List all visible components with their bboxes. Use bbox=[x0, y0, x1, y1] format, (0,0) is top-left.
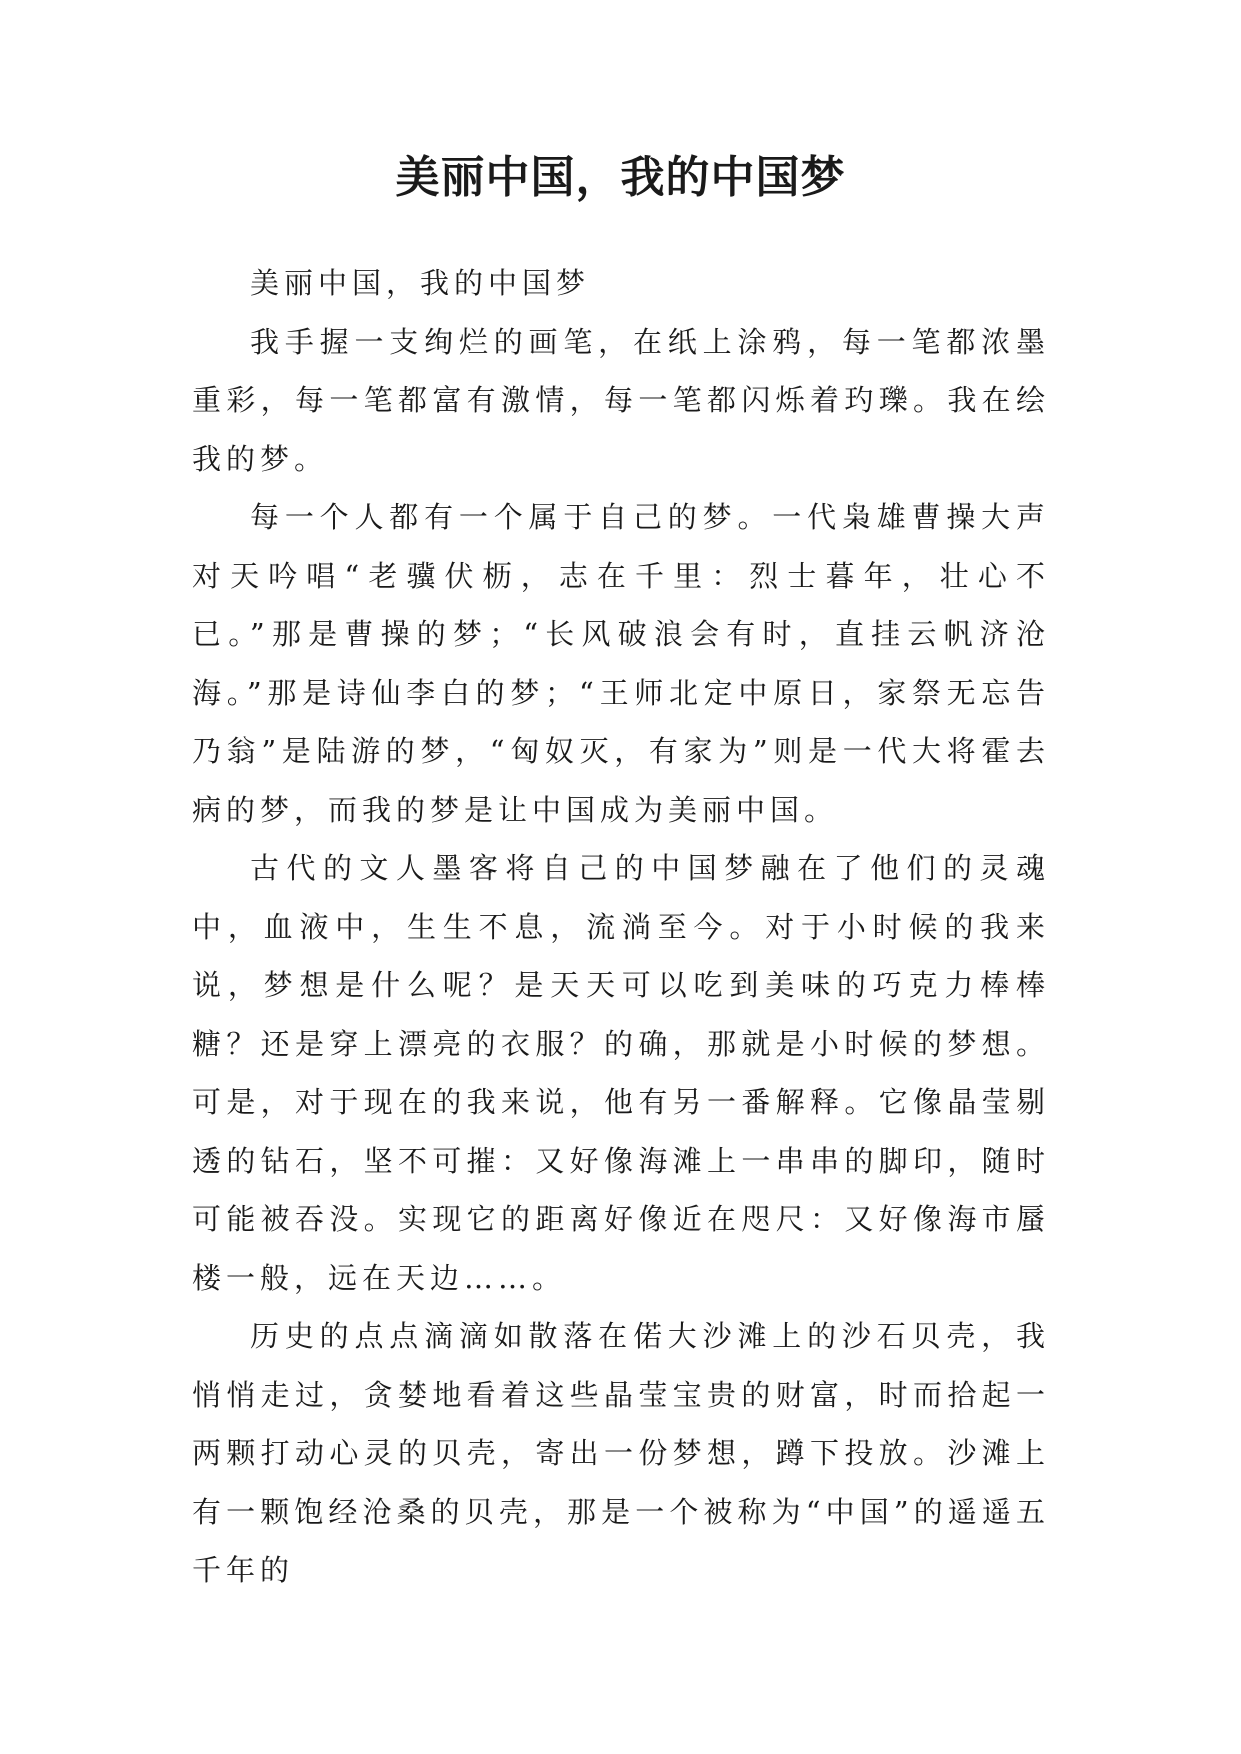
paragraph: 历史的点点滴滴如散落在偌大沙滩上的沙石贝壳，我悄悄走过，贪婪地看着这些晶莹宝贵的财富，时而拾起一两颗打动心灵的贝壳，寄出一份梦想，蹲下投放。沙滩上有一颗饱经沧桑的贝壳，那是一个被称为“中国”的遥遥五千年的 bbox=[192, 1319, 1050, 1587]
paragraph: 每一个人都有一个属于自己的梦。一代枭雄曹操大声对天吟唱“老骥伏枥，志在千里：烈士暮年，壮心不已。”那是曹操的梦；“长风破浪会有时，直挂云帆济沧海。”那是诗仙李白的梦；“王师北定中原日，家祭无忘告乃翁”是陆游的梦，“匈奴灭，有家为”则是一代大将霍去病的梦，而我的梦是让中国成为美丽中国。 bbox=[192, 500, 1050, 827]
paragraph: 美丽中国，我的中国梦 bbox=[250, 266, 591, 300]
document-body bbox=[192, 254, 1050, 1600]
paragraph: 古代的文人墨客将自己的中国梦融在了他们的灵魂中，血液中，生生不息，流淌至今。对于小时候的我来说，梦想是什么呢？是天天可以吃到美味的巧克力棒棒糖？还是穿上漂亮的衣服？的确，那就是小时候的梦想。可是，对于现在的我来说，他有另一番解释。它像晶莹剔透的钻石，坚不可摧：又好像海滩上一串串的脚印，随时可能被吞没。实现它的距离好像近在咫尺：又好像海市蜃楼一般，远在天边……。 bbox=[192, 851, 1050, 1295]
paragraph: 我手握一支绚烂的画笔，在纸上涂鸦，每一笔都浓墨重彩，每一笔都富有激情，每一笔都闪烁着玓瓅。我在绘我的梦。 bbox=[192, 324, 1050, 476]
document-title: 美丽中国，我的中国梦 bbox=[395, 152, 846, 203]
